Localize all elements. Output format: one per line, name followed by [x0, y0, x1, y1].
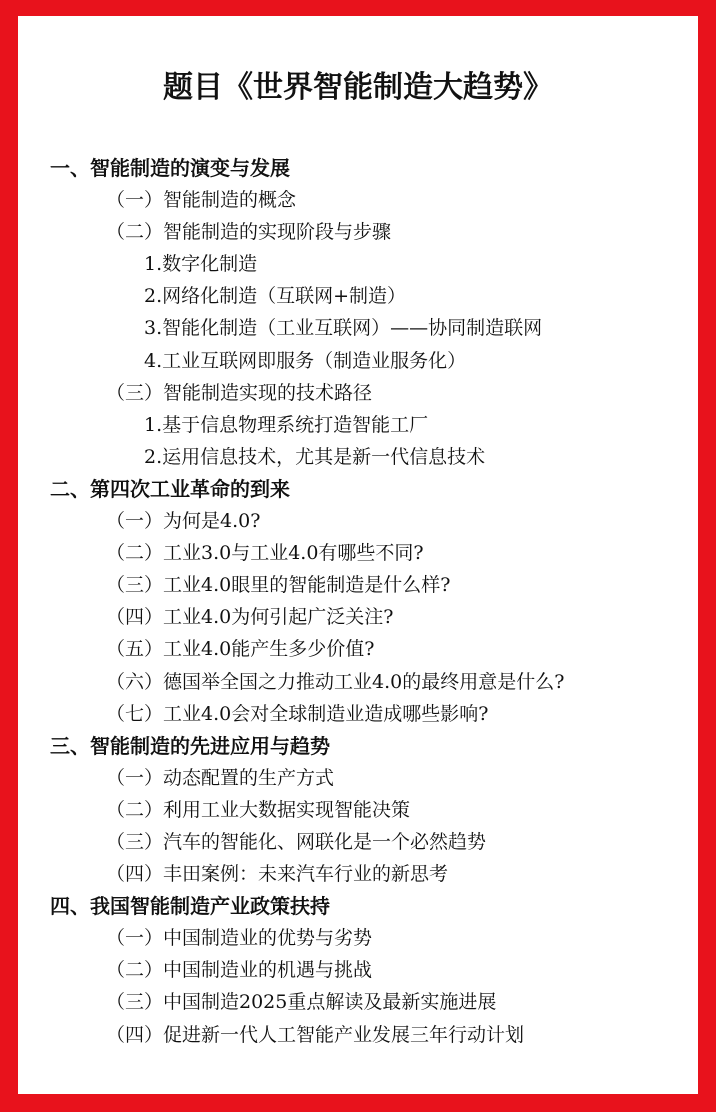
document-title: 题目《世界智能制造大趋势》	[163, 70, 553, 105]
toc-subsection: （一）中国制造业的优势与劣势	[106, 927, 373, 950]
toc-item: 2.网络化制造（互联网+制造）	[144, 285, 407, 308]
toc-item: 1.数字化制造	[144, 253, 258, 276]
toc-subsection: （五）工业4.0能产生多少价值?	[106, 638, 375, 661]
toc-subsection: （四）促进新一代人工智能产业发展三年行动计划	[106, 1023, 525, 1046]
toc-item: 3.智能化制造（工业互联网）——协同制造联网	[144, 317, 543, 340]
toc-item: 4.工业互联网即服务（制造业服务化）	[144, 349, 467, 372]
toc-subsection: （二）利用工业大数据实现智能决策	[106, 798, 411, 821]
toc-subsection: （三）智能制造实现的技术路径	[106, 381, 373, 404]
document-page	[18, 16, 698, 1094]
toc-subsection: （一）为何是4.0?	[106, 510, 261, 533]
table-of-contents	[18, 152, 698, 1051]
toc-item: 2.运用信息技术，尤其是新一代信息技术	[144, 445, 486, 468]
toc-subsection: （一）动态配置的生产方式	[106, 766, 335, 789]
toc-subsection: （二）中国制造业的机遇与挑战	[106, 959, 373, 982]
toc-section-heading: 一、智能制造的演变与发展	[50, 156, 290, 180]
toc-subsection: （二）工业3.0与工业4.0有哪些不同?	[106, 542, 424, 565]
toc-subsection: （六）德国举全国之力推动工业4.0的最终用意是什么?	[106, 670, 565, 693]
toc-subsection: （三）工业4.0眼里的智能制造是什么样?	[106, 574, 451, 597]
toc-section-heading: 四、我国智能制造产业政策扶持	[50, 894, 330, 919]
toc-section-heading: 三、智能制造的先进应用与趋势	[50, 733, 330, 758]
toc-item: 1.基于信息物理系统打造智能工厂	[144, 413, 429, 436]
toc-subsection: （三）汽车的智能化、网联化是一个必然趋势	[106, 830, 487, 853]
toc-section-heading: 二、第四次工业革命的到来	[50, 476, 290, 501]
toc-subsection: （一）智能制造的概念	[106, 189, 297, 212]
toc-subsection: （二）智能制造的实现阶段与步骤	[106, 221, 392, 244]
toc-subsection: （七）工业4.0会对全球制造业造成哪些影响?	[106, 702, 489, 725]
toc-subsection: （四）工业4.0为何引起广泛关注?	[106, 606, 394, 629]
toc-subsection: （四）丰田案例：未来汽车行业的新思考	[106, 863, 449, 886]
toc-subsection: （三）中国制造2025重点解读及最新实施进展	[106, 991, 497, 1014]
